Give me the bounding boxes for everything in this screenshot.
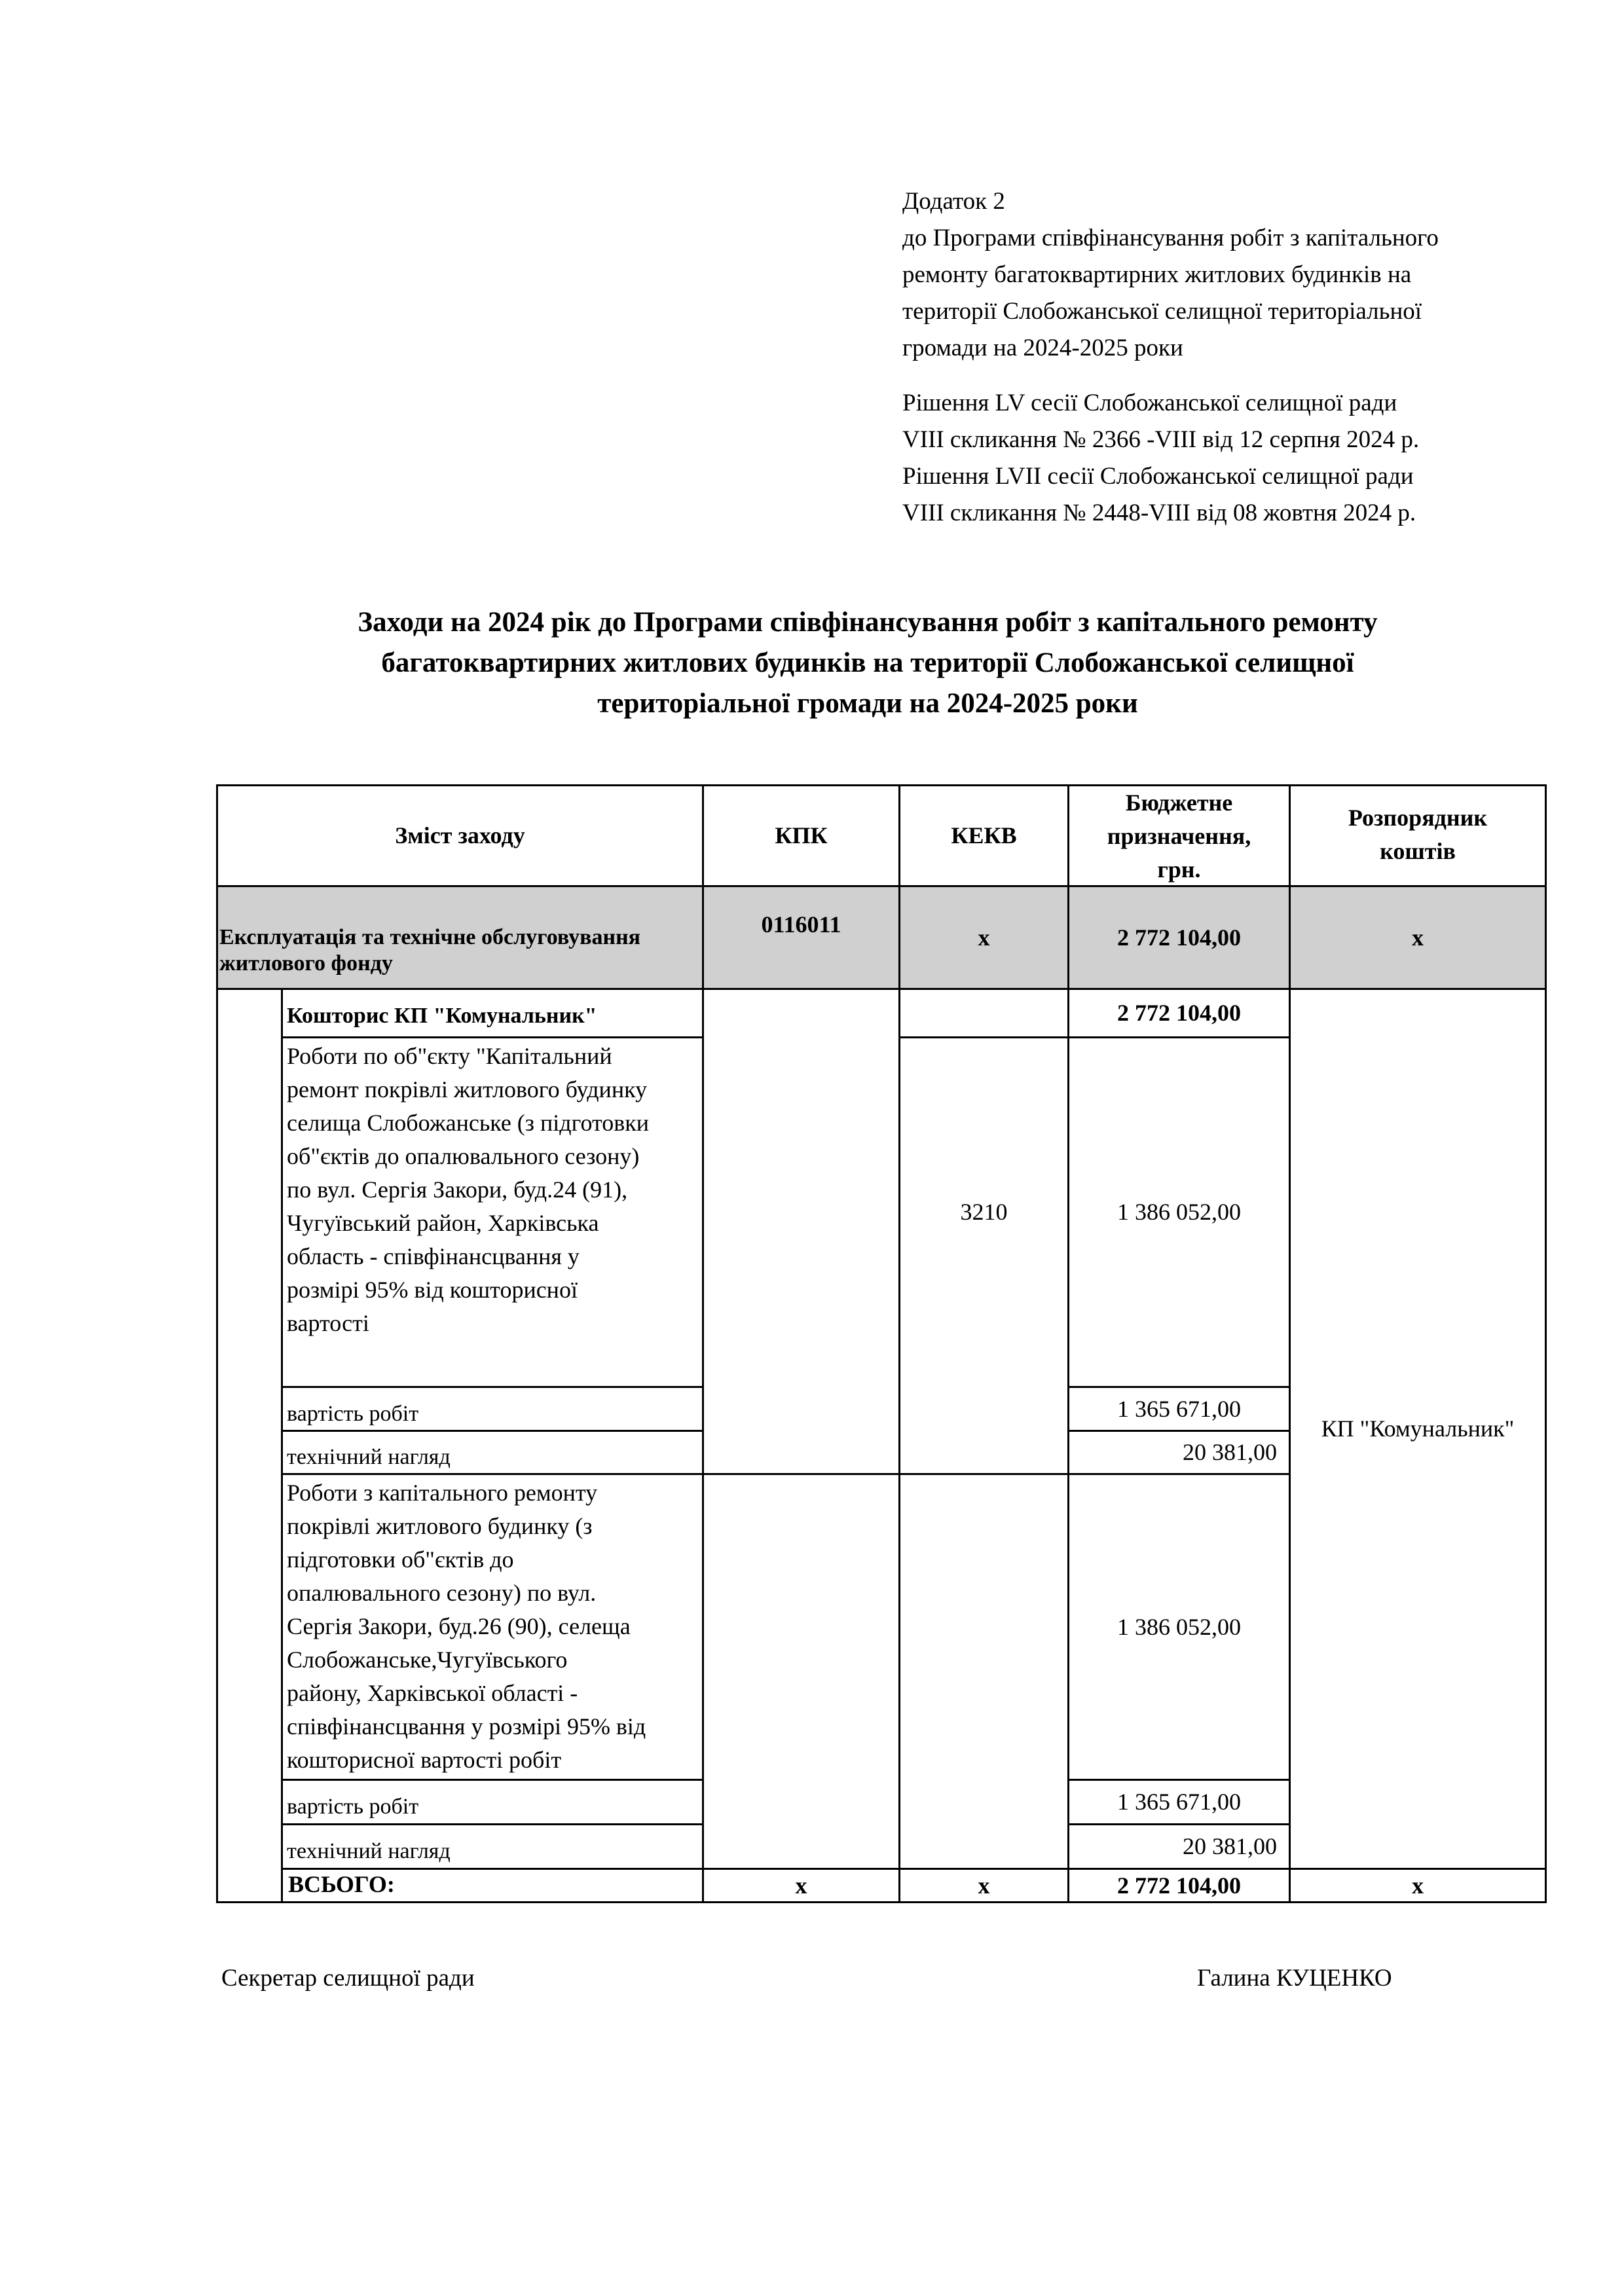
decision-line: Рішення LV сесії Слобожанської селищної ради xyxy=(902,390,1397,416)
appendix-line: громади на 2024-2025 роки xyxy=(902,335,1183,361)
item1-line: по вул. Сергія Закори, буд.24 (91), xyxy=(287,1176,628,1203)
total-label: ВСЬОГО: xyxy=(288,1871,395,1897)
item1-supervision-label: технічний нагляд xyxy=(287,1445,451,1469)
header-kpk: КПК xyxy=(775,822,828,848)
item2-line: підготовки об"єктів до xyxy=(287,1546,514,1573)
section-kekv: х xyxy=(978,924,990,951)
item2-line: Слобожанське,Чугуївського xyxy=(287,1647,568,1673)
item1-line: об"єктів до опалювального сезону) xyxy=(287,1143,640,1169)
decision-line: Рішення LVII сесії Слобожанської селищної ради xyxy=(902,463,1414,490)
item2-line: Роботи з капітального ремонту xyxy=(287,1480,598,1506)
item1-budget: 1 386 052,00 xyxy=(1117,1199,1241,1225)
signature-name: Галина КУЦЕНКО xyxy=(1197,1965,1392,1992)
table-border xyxy=(1545,784,1547,1903)
item1-line: Роботи по об"єкту "Капітальний xyxy=(287,1043,612,1069)
table-border xyxy=(216,784,218,1903)
total-budget: 2 772 104,00 xyxy=(1117,1872,1241,1899)
table-border xyxy=(281,1036,703,1038)
header-manager xyxy=(1291,801,1545,873)
table-border xyxy=(281,1823,703,1825)
item1-supervision-value: 20 381,00 xyxy=(1183,1439,1277,1465)
decision-line: VIII скликання № 2448-VIII від 08 жовтня 2024 р. xyxy=(902,500,1416,526)
header-budget-line: грн. xyxy=(1157,856,1201,883)
estimate-manager: КП "Комунальник" xyxy=(1321,1415,1515,1442)
total-kekv: х xyxy=(978,1872,990,1899)
section-budget: 2 772 104,00 xyxy=(1117,924,1241,951)
item1-works-value: 1 365 671,00 xyxy=(1117,1395,1241,1422)
header-kekv: КЕКВ xyxy=(951,822,1017,848)
item1-line: Чугуївський район, Харківська xyxy=(287,1210,599,1236)
total-kpk: х xyxy=(795,1872,807,1899)
signature-position: Секретар селищної ради xyxy=(221,1965,475,1992)
header-manager-line: коштів xyxy=(1380,838,1456,864)
table-border xyxy=(216,1901,1547,1903)
item2-line: Сергія Закори, буд.26 (90), селеща xyxy=(287,1613,631,1639)
item2-line: покрівлі житлового будинку (з xyxy=(287,1513,593,1539)
section-manager: х xyxy=(1412,924,1424,951)
appendix-line: до Програми співфінансування робіт з капітального xyxy=(902,225,1439,251)
table-border xyxy=(281,1386,703,1388)
item1-line: селища Слобожанське (з підготовки xyxy=(287,1110,650,1136)
title-line: територіальної громади на 2024-2025 роки xyxy=(597,688,1138,719)
item2-supervision-label: технічний нагляд xyxy=(287,1839,451,1863)
item1-works-label: вартість робіт xyxy=(287,1402,419,1426)
section-kpk: 0116011 xyxy=(761,911,841,938)
estimate-budget: 2 772 104,00 xyxy=(1117,1000,1241,1026)
item2-works-value: 1 365 671,00 xyxy=(1117,1789,1241,1815)
header-budget xyxy=(1069,786,1289,885)
item1-line: ремонт покрівлі житлового будинку xyxy=(287,1076,648,1102)
item1-content xyxy=(287,1040,703,1340)
estimate-content: Кошторис КП "Комунальник" xyxy=(287,1004,597,1028)
section-content-line: житлового фонду xyxy=(219,951,393,975)
item1-line: вартості xyxy=(287,1310,369,1336)
item1-line: розмірі 95% від кошторисної xyxy=(287,1277,578,1303)
table-border xyxy=(281,988,283,1903)
table-border xyxy=(281,1779,703,1781)
appendix-line: ремонту багатоквартирних житлових будинків на xyxy=(902,261,1412,288)
header-manager-line: Розпорядник xyxy=(1348,805,1488,831)
decision-line: VIII скликання № 2366 -VIII від 12 серпня 2024 р. xyxy=(902,426,1420,453)
total-manager: х xyxy=(1412,1872,1424,1899)
item1-line: область - співфінансцвання у xyxy=(287,1243,580,1269)
appendix-line: Додаток 2 xyxy=(902,188,1005,215)
header-budget-line: призначення, xyxy=(1107,823,1251,849)
item2-budget: 1 386 052,00 xyxy=(1117,1613,1241,1640)
section-content xyxy=(219,924,704,977)
appendix-line: території Слобожанської селищної територіальної xyxy=(902,298,1422,325)
item2-line: кошторисної вартості робіт xyxy=(287,1747,562,1773)
item2-supervision-value: 20 381,00 xyxy=(1183,1833,1277,1859)
item2-line: опалювального сезону) по вул. xyxy=(287,1580,597,1606)
item2-line: району, Харківської області - xyxy=(287,1680,578,1706)
title-line: багатоквартирних житлових будинків на території Слобожанської селищної xyxy=(381,647,1354,678)
item1-kekv: 3210 xyxy=(960,1199,1008,1225)
header-budget-line: Бюджетне xyxy=(1125,790,1233,816)
header-content: Зміст заходу xyxy=(395,822,525,848)
item2-content xyxy=(287,1476,703,1777)
table-border xyxy=(281,1430,703,1432)
title-line: Заходи на 2024 рік до Програми співфінансування робіт з капітального ремонту xyxy=(358,607,1378,638)
section-content-line: Експлуатація та технічне обслуговування xyxy=(219,925,641,949)
item2-line: співфінансцвання у розмірі 95% від xyxy=(287,1713,646,1740)
item2-works-label: вартість робіт xyxy=(287,1795,419,1819)
